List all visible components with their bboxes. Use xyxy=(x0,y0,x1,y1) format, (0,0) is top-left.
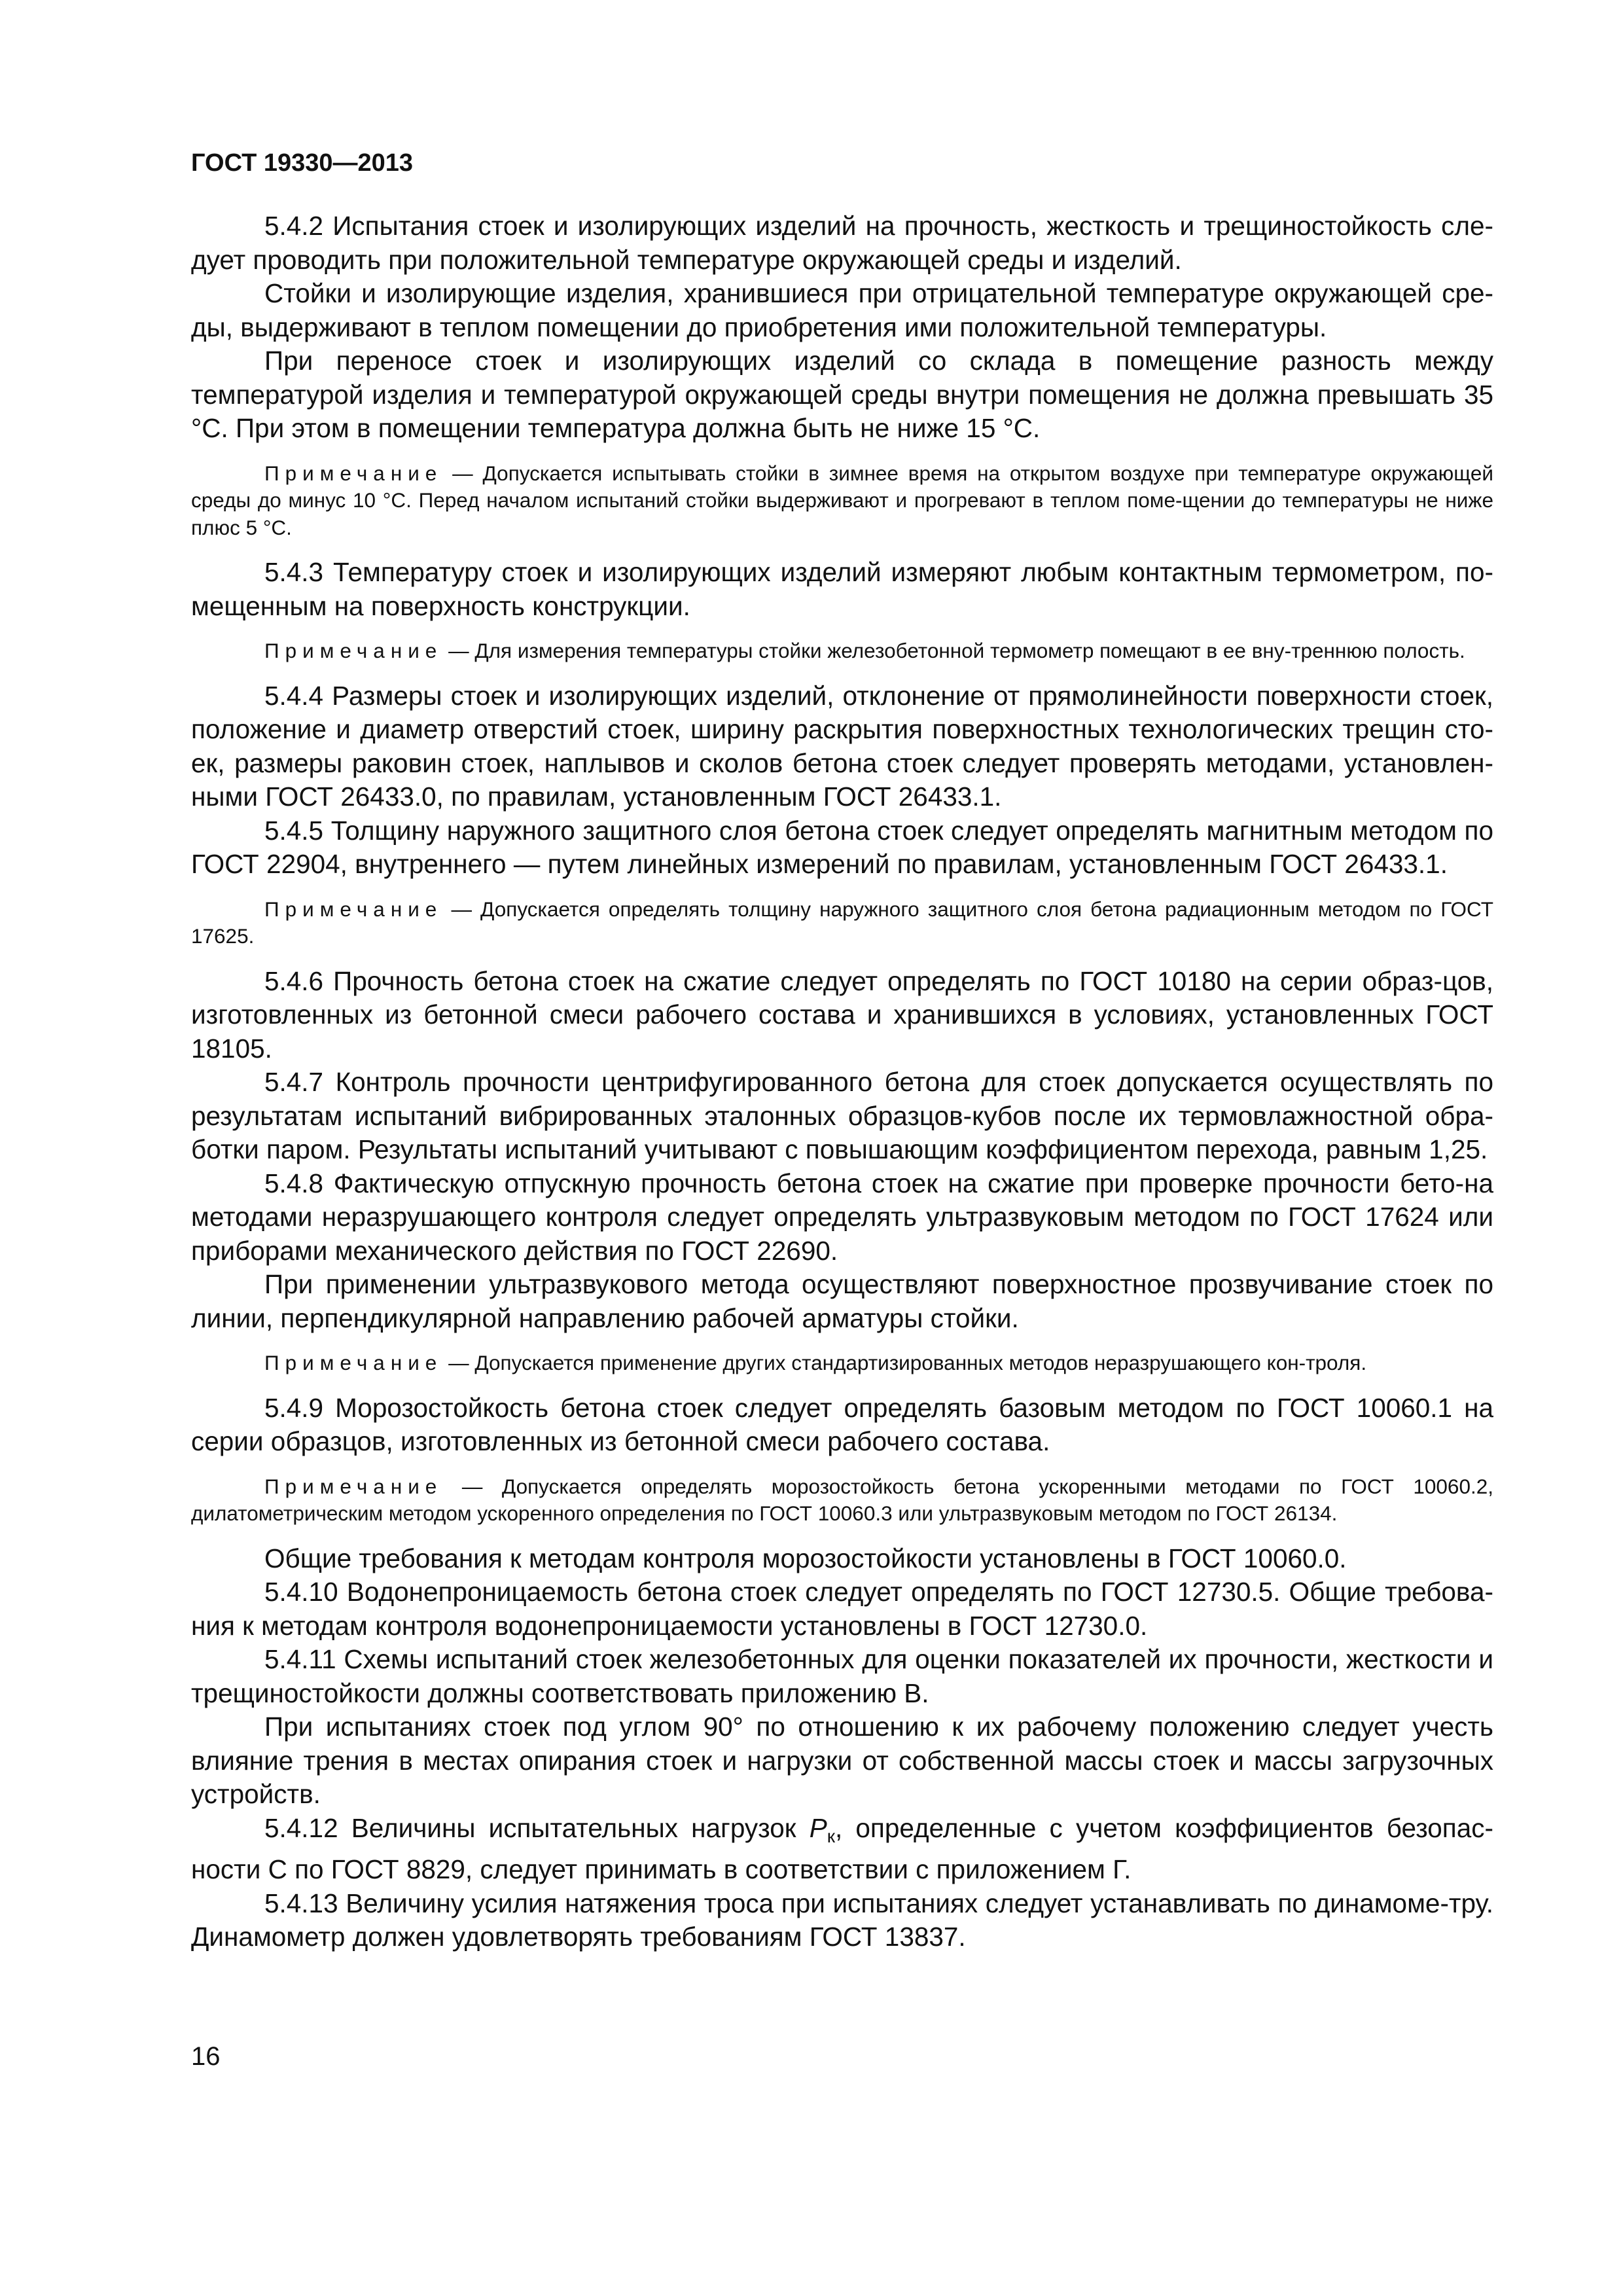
note-text: — Допускается применение других стандартизированных методов неразрушающего кон-троля. xyxy=(442,1351,1367,1374)
paragraph: Стойки и изолирующие изделия, хранившиеся при отрицательной температуре окружающей сре-ды, выдерживают в теплом помещении до приобретения ими положительной температуры. xyxy=(191,278,1493,342)
note-text: — Допускается определять морозостойкость бетона ускоренными методами по ГОСТ 10060.2, дилатометрическим методом ускоренного определения по ГОСТ 10060.3 или ультразвуковым методом по ГОСТ 26134. xyxy=(191,1474,1493,1525)
note-label: Примечание xyxy=(264,1351,443,1374)
paragraph: 5.4.5 Толщину наружного защитного слоя бетона стоек следует определять магнитным методом по ГОСТ 22904, внутреннего — путем линейных измерений по правилам, установленным ГОСТ 26433.1. xyxy=(191,815,1493,879)
paragraph-text-before: 5.4.12 Величины испытательных нагрузок xyxy=(264,1812,810,1843)
note-label: Примечание xyxy=(264,639,443,662)
paragraph: 5.4.10 Водонепроницаемость бетона стоек следует определять по ГОСТ 12730.5. Общие требова-ния к методам контроля водонепроницаемости установлены в ГОСТ 12730.0. xyxy=(191,1577,1493,1641)
paragraph-text-after: , определенные с учетом коэффициентов безопас-ности С по ГОСТ 8829, следует принимать в соответствии с приложением Г. xyxy=(191,1812,1494,1884)
document-header: ГОСТ 19330—2013 xyxy=(191,149,414,177)
paragraph: 5.4.3 Температуру стоек и изолирующих изделий измеряют любым контактным термометром, по-мещенным на поверхность конструкции. xyxy=(191,557,1493,621)
note-label: Примечание xyxy=(264,461,443,485)
paragraph: 5.4.11 Схемы испытаний стоек железобетонных для оценки показателей их прочности, жесткости и трещиностойкости должны соответствовать приложению В. xyxy=(191,1644,1493,1708)
paragraph: 5.4.9 Морозостойкость бетона стоек следует определять базовым методом по ГОСТ 10060.1 на серии образцов, изготовленных из бетонной смеси рабочего состава. xyxy=(191,1392,1493,1456)
paragraph: При переносе стоек и изолирующих изделий со склада в помещение разность между температурой изделия и температурой окружающей среды внутри помещения не должна превышать 35 °С. При этом в помещении температура должна быть не ниже 15 °С. xyxy=(191,346,1493,443)
paragraph: 5.4.4 Размеры стоек и изолирующих изделий, отклонение от прямолинейности поверхности стоек, положение и диаметр отверстий стоек, ширину раскрытия поверхностных технологических трещин сто-ек, размеры раковин стоек, наплывов и сколов бетона стоек следует проверять методами, установлен-ными ГОСТ 26433.0, по правилам, установленным ГОСТ 26433.1. xyxy=(191,680,1493,812)
document-body xyxy=(191,209,1493,1954)
paragraph: При применении ультразвукового метода осуществляют поверхностное прозвучивание стоек по линии, перпендикулярной направлению рабочей арматуры стойки. xyxy=(191,1269,1493,1333)
note xyxy=(191,896,1493,950)
load-variable: P xyxy=(809,1812,827,1843)
note xyxy=(191,637,1493,665)
paragraph: 5.4.2 Испытания стоек и изолирующих изделий на прочность, жесткость и трещиностойкость сле-дует проводить при положительной температуре окружающей среды и изделий. xyxy=(191,211,1493,275)
paragraph: 5.4.8 Фактическую отпускную прочность бетона стоек на сжатие при проверке прочности бето-на методами неразрушающего контроля следует определять ультразвуковым методом по ГОСТ 17624 или приборами механического действия по ГОСТ 22690. xyxy=(191,1168,1493,1266)
paragraph: Общие требования к методам контроля морозостойкости установлены в ГОСТ 10060.0. xyxy=(264,1543,1347,1573)
note-label: Примечание xyxy=(264,1474,443,1498)
note-text: — Допускается испытывать стойки в зимнее время на открытом воздухе при температуре окружающей среды до минус 10 °С. Перед началом испытаний стойки выдерживают и прогревают в теплом поме-щении до температуры не ниже плюс 5 °С. xyxy=(191,461,1493,539)
note-text: — Допускается определять толщину наружного защитного слоя бетона радиационным методом по ГОСТ 17625. xyxy=(191,897,1493,948)
load-variable-subscript: к xyxy=(827,1825,835,1846)
note xyxy=(191,460,1493,542)
note-label: Примечание xyxy=(264,897,443,921)
note xyxy=(191,1473,1493,1528)
paragraph: При испытаниях стоек под углом 90° по отношению к их рабочему положению следует учесть влияние трения в местах опирания стоек и нагрузки от собственной массы стоек и массы загрузочных устройств. xyxy=(191,1712,1493,1809)
paragraph: 5.4.7 Контроль прочности центрифугированного бетона для стоек допускается осуществлять по результатам испытаний вибрированных эталонных образцов-кубов после их термовлажностной обра-ботки паром. Результаты испытаний учитывают с повышающим коэффициентом перехода, равным 1,25. xyxy=(191,1067,1493,1164)
paragraph: 5.4.6 Прочность бетона стоек на сжатие следует определять по ГОСТ 10180 на серии образ-цов, изготовленных из бетонной смеси рабочего состава и хранившихся в условиях, установленных ГОСТ 18105. xyxy=(191,965,1493,1064)
paragraph: 5.4.13 Величину усилия натяжения троса при испытаниях следует устанавливать по динамоме-тру. Динамометр должен удовлетворять требованиям ГОСТ 13837. xyxy=(191,1888,1493,1952)
page-number: 16 xyxy=(191,2042,221,2071)
note-text: — Для измерения температуры стойки железобетонной термометр помещают в ее вну-треннюю полость. xyxy=(442,639,1465,662)
note xyxy=(191,1350,1493,1377)
paragraph xyxy=(191,1812,1493,1887)
